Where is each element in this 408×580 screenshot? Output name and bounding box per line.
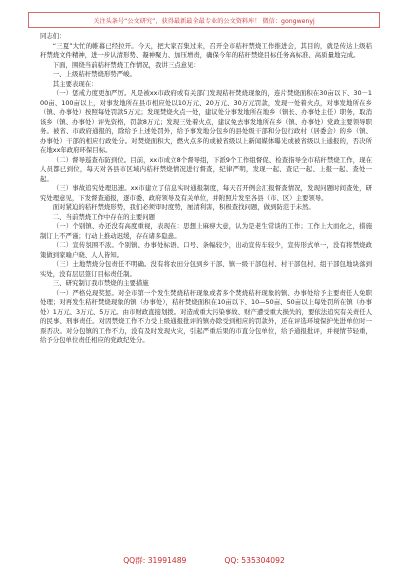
paragraph: （二）督导巡查布防到位。目前，xx市成立8个督导组，下派9个工作组督促、检查指导全市秸秆禁烧工作，现在人员都已到位，每天对各县市区域内秸秆禁烧情况进行督查，纪律严明，发现一起、查记一起、上报一起、查处一起。: [40, 155, 372, 183]
promo-banner[interactable]: [28, 12, 380, 28]
paragraph: “三夏”大忙的帷幕已经拉开。今天，把大家召集过来，召开全市秸秆禁烧工作推进会，其目的，就是传达上级秸秆禁烧文件精神，进一步认清形势、凝神聚力、加压增责，确保今年的秸秆禁烧目标任务高标准、高质量地完成。: [40, 41, 372, 59]
paragraph: 其主要表现在：: [52, 79, 98, 88]
promo-banner-text: 关注头条号“公文研究”，获得最新最全最专业的公文资料库！ 微信：gongwenyj: [93, 17, 315, 25]
paragraph-list: [40, 42, 372, 346]
paragraph: （二）宣传氛围不浓。个别镇、办事处标语、口号、条幅较少，出动宣传车较少，宣传形式单一，没有将禁烧政策做到家喻户晓、人人皆知。: [40, 241, 372, 259]
paragraph: 面对紧迫的秸秆禁烧形势，我们必须审时度势，厘清利害，积极查找问题，做到防范于未然。: [52, 203, 315, 211]
paragraph: 三、研究制订我市禁烧的主要措施: [52, 279, 149, 287]
footer-qq-group: QQ群: 31991489: [123, 555, 187, 565]
paragraph: 下面，围绕当前秸秆禁烧工作情况，我讲三点意见：: [52, 60, 200, 69]
salutation: 同志们：: [40, 32, 66, 40]
document-body: [40, 32, 372, 346]
paragraph: （一）惩戒力度更加严厉。凡是被xx市政府或有关部门发现秸秆焚烧现象的，连片焚烧面积在30亩以下、30－100亩、100亩以上，对事发地所在县市相应处以10万元、20万元、30万元罚款，发现一处着火点，对事发地所在乡（镇、办事处）按照每处罚款5万元；发现焚烧火点一处，建议处分事发地所在地乡（镇长、办事处主任）职务，取消该乡（镇、办事处）评先资格，罚款8万元；发现三处着火点，建议免去事发地所在乡（镇、办事处）党政主要领导职务。被省、市政府通报的，除给予上述处罚外，给予事发地分包乡的县处级干部和分包行政村（居委会）的乡（镇、办事处）干部的相应行政处分。对焚烧面积大，燃火点多的或被省级以上新闻媒体曝光或被省级以上通报的，否决所在地xx年政府环保目标。: [40, 89, 372, 154]
footer: [0, 554, 408, 566]
paragraph: 一、上级秸秆禁烧形势严峻。: [52, 70, 136, 78]
paragraph: （三）土地禁烧分包责任不明确。没有将农田分包到乡干部、镇一级干部包村、村干部包村、组干部包地块落到实处，没有层层签订目标责任制。: [40, 260, 372, 278]
paragraph: （三）事故追究处理迅速。xx市建立了信息实时通报制度，每天召开例会汇报督查情况，发现问题时间查处，研究处理意见，下发督查通报，逐市委、政府领导及有关单位，并附照片发至各县（市、区）主要领导。: [40, 184, 372, 202]
paragraph: （一）严格兑现奖惩。对全市第一个发生焚烧秸秆现象或者多个焚烧秸秆现象的镇、办事处给予主要责任人免职处理；对再发生秸秆焚烧现象的镇（办事处），秸秆焚烧面积在10亩以下、10—50亩、50亩以上每处罚所在镇（办事处）1万元、3万元、5万元。由市财政直接划拨。对造成重大污染事故、财产遭受重大损失的，要依法追究有关责任人的民事、刑事责任。对因禁烧工作不力受上级通报批评的镇办除受到相应的罚款外，还在评选环境保护先进单位时一票否决。对分包镇的工作不力，没有及时发现火灾，引起严重后果的市直分包单位，给予通报批评，并视情节轻重，给予分包单位责任相应的党政纪处分。: [40, 288, 372, 344]
paragraph: 二、当前禁烧工作中存在的主要问题: [52, 212, 156, 221]
paragraph: （一）个别镇、办还没有高度重视，表现在：思想上麻痹大意，认为是老生常谈的工作；工作上大而化之，措施制订上不严谨；行动上推动迟缓，存在诸多隐患。: [40, 222, 372, 240]
footer-qq: QQ: 535304092: [224, 555, 285, 565]
